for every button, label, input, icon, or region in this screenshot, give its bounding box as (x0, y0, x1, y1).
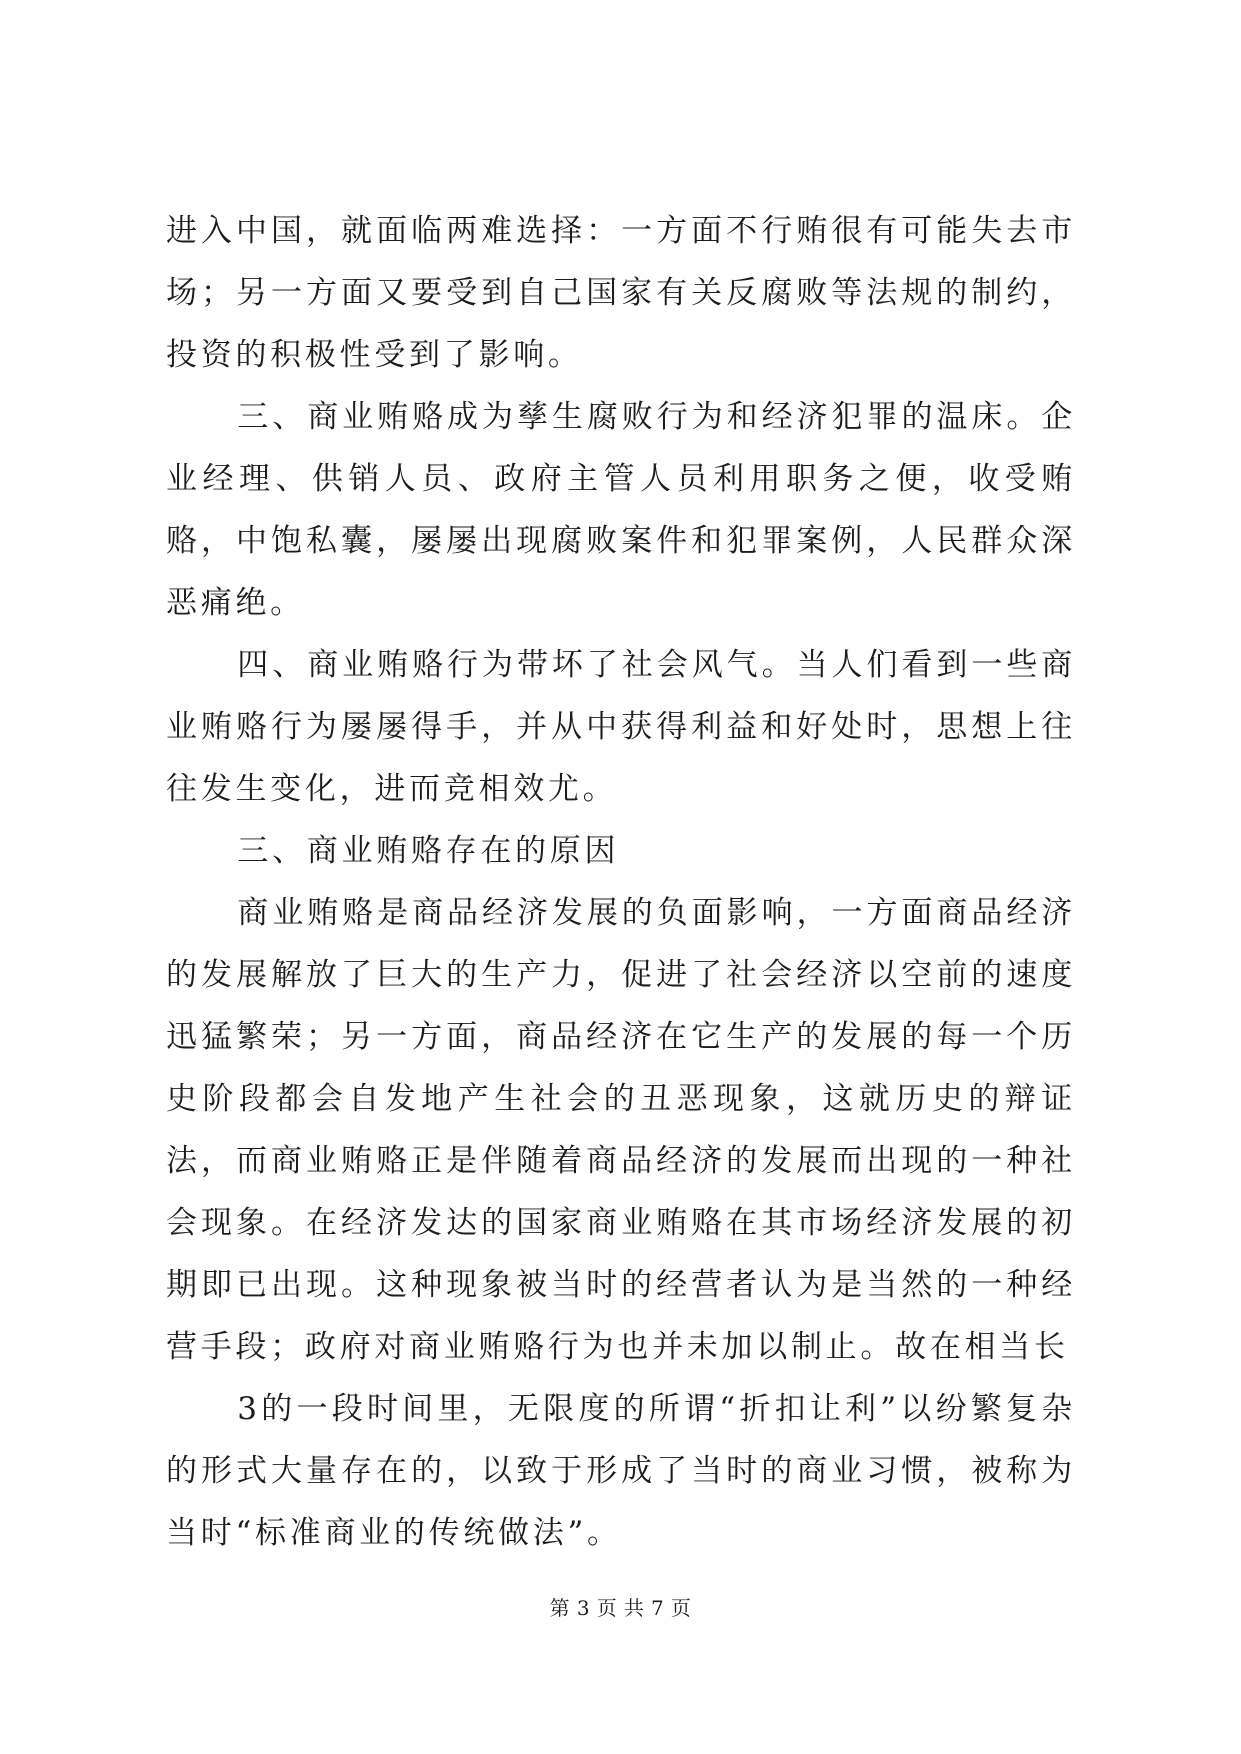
document-body (166, 200, 1076, 1564)
paragraph-3: 四、商业贿赂行为带坏了社会风气。当人们看到一些商业贿赂行为屡屡得手，并从中获得利益和好处时，思想上往往发生变化，进而竞相效尤。 (166, 647, 1076, 807)
paragraph-4: 商业贿赂是商品经济发展的负面影响，一方面商品经济的发展解放了巨大的生产力，促进了社会经济以空前的速度迅猛繁荣；另一方面，商品经济在它生产的发展的每一个历史阶段都会自发地产生社会的丑恶现象，这就历史的辩证法，而商业贿赂正是伴随着商品经济的发展而出现的一种社会现象。在经济发达的国家商业贿赂在其市场经济发展的初期即已出现。这种现象被当时的经营者认为是当然的一种经营手段；政府对商业贿赂行为也并未加以制止。故在相当长 (166, 895, 1076, 1365)
paragraph-5: 3的一段时间里，无限度的所谓“折扣让利”以纷繁复杂的形式大量存在的，以致于形成了当时的商业习惯，被称为当时“标准商业的传统做法”。 (166, 1391, 1076, 1551)
paragraph-2: 三、商业贿赂成为孳生腐败行为和经济犯罪的温床。企业经理、供销人员、政府主管人员利用职务之便，收受贿赂，中饱私囊，屡屡出现腐败案件和犯罪案例，人民群众深恶痛绝。 (166, 399, 1076, 621)
paragraph-1: 进入中国，就面临两难选择：一方面不行贿很有可能失去市场；另一方面又要受到自己国家有关反腐败等法规的制约，投资的积极性受到了影响。 (166, 213, 1076, 373)
page-number-footer: 第 3 页 共 7 页 (549, 1596, 692, 1620)
section-heading: 三、商业贿赂存在的原因 (237, 833, 620, 869)
